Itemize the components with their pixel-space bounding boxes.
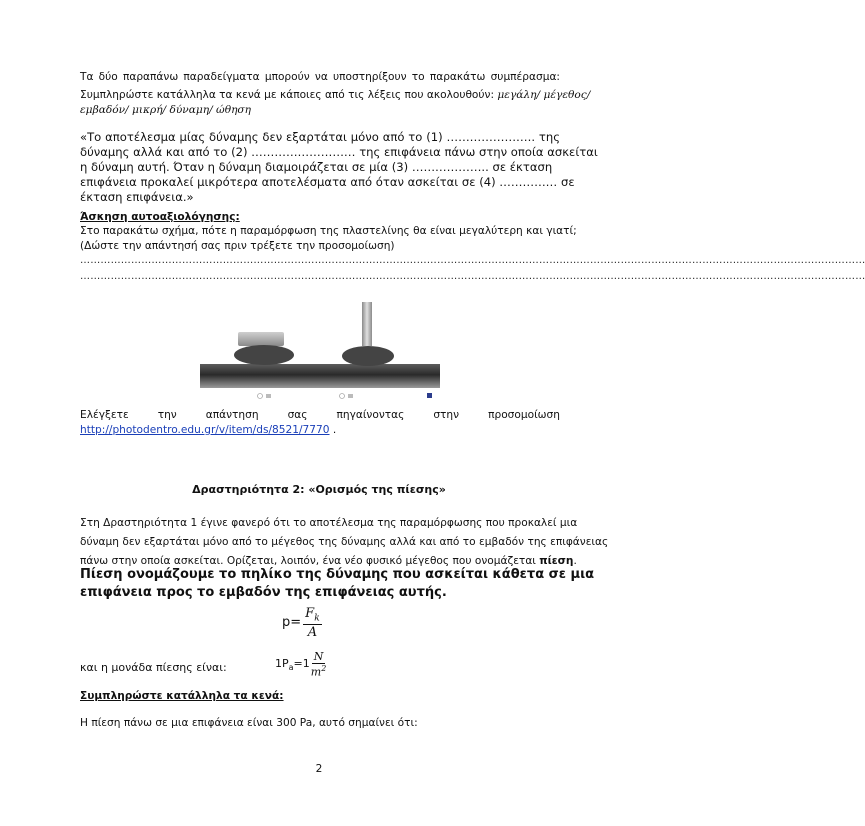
conclusion-line: επιφάνεια προκαλεί μικρότερα αποτελέσματα από όταν ασκείται σε (4) …………… σε — [80, 175, 575, 189]
radio-option-2-icon — [340, 394, 345, 399]
check-word: σας — [287, 409, 308, 421]
paragraph-line: δύναμη δεν εξαρτάται μόνο από το μέγεθος της δύναμης αλλά και από το εμβαδόν της επιφάνειας — [80, 536, 609, 548]
simulation-link[interactable]: http://photodentro.edu.gr/v/item/ds/8521/7770 — [80, 424, 330, 436]
intro-line-1: Τα δύο παραπάνω παραδείγματα μπορούν να υποστηρίξουν το παρακάτω συμπέρασμα: — [80, 71, 560, 83]
speaker-2-icon — [348, 394, 353, 398]
formula-lhs: p= — [282, 615, 302, 631]
control-button-icon — [427, 393, 432, 398]
simulation-figure — [200, 296, 440, 404]
term-pressure: πίεση — [539, 555, 574, 567]
unit-lhs: $1P_a=1$ — [275, 656, 310, 672]
narrow-stick — [362, 302, 372, 346]
word-choices-b: εμβαδόν/ μικρή/ δύναμη/ ώθηση — [80, 104, 252, 116]
formula-numerator-sub: k — [314, 613, 320, 624]
plasticine-left — [234, 345, 294, 365]
unit-label: και η μονάδα πίεσης είναι: — [80, 661, 227, 674]
conclusion-line: δύναμης αλλά και από το (2) ……………………… της επιφάνεια πάνω στην οποία ασκείται — [80, 145, 598, 159]
paragraph-line: Στη Δραστηριότητα 1 έγινε φανερό ότι το αποτέλεσμα της παραμόρφωσης που προκαλεί μια — [80, 517, 578, 529]
activity-2-title: Δραστηριότητα 2: «Ορισμός της πίεσης» — [192, 483, 446, 496]
plasticine-right — [342, 346, 394, 366]
check-word: Ελέγξετε — [80, 409, 129, 421]
unit-fraction — [311, 650, 327, 679]
pressure-formula — [282, 606, 322, 640]
conclusion-line: η δύναμη αυτή. Όταν η δύναμη διαμοιράζεται σε μία (3) ……………….. σε έκταση — [80, 160, 553, 174]
definition-line: Πίεση ονομάζουμε το πηλίκο της δύναμης που ασκείται κάθετα σε μια — [80, 567, 595, 582]
activity-2-paragraph — [80, 514, 609, 571]
answer-line-2: …………………………………………………………………………………………………………………………………………………………………………………………………………… — [80, 271, 865, 282]
check-word: πηγαίνοντας — [336, 409, 405, 421]
answer-line-1: …………………………………………………………………………………………………………………………………………………………………………………………………………… — [80, 255, 865, 266]
table-board — [200, 364, 440, 388]
conclusion-line: «Το αποτέλεσμα μίας δύναμης δεν εξαρτάται μόνο από το (1) ………………….. της — [80, 130, 560, 144]
exercise-note: (Δώστε την απάντησή σας πριν τρέξετε την προσομοίωση) — [80, 240, 395, 252]
exercise-question: Στο παρακάτω σχήμα, πότε η παραμόρφωση της πλαστελίνης θα είναι μεγαλύτερη και γιατί; — [80, 225, 577, 237]
unit-denominator: m — [310, 665, 322, 679]
fill-title: Συμπληρώστε κατάλληλα τα κενά: — [80, 690, 284, 702]
check-word: προσομοίωση — [488, 409, 560, 421]
check-word: την — [157, 409, 177, 421]
plasticine-illustration — [200, 296, 440, 404]
conclusion-line: έκταση επιφάνεια.» — [80, 190, 194, 204]
unit-denominator-sup: 2 — [321, 664, 327, 673]
exercise-title: Άσκηση αυτοαξιολόγησης: — [80, 211, 240, 223]
radio-option-1-icon — [258, 394, 263, 399]
intro-line-2 — [80, 88, 591, 103]
intro-instruction: Συμπληρώστε κατάλληλα τα κενά με κάποιες από τις λέξεις που ακολουθούν: — [80, 89, 495, 101]
link-line — [80, 423, 336, 438]
link-trailing: . — [329, 424, 337, 436]
fill-text: Η πίεση πάνω σε μια επιφάνεια είναι 300 Pa, αυτό σημαίνει ότι: — [80, 717, 418, 729]
speaker-1-icon — [266, 394, 271, 398]
paragraph-text: πάνω στην οποία ασκείται. Ορίζεται, λοιπόν, ένα νέο φυσικό μέγεθος που ονομάζεται — [80, 555, 540, 567]
unit-formula — [275, 650, 326, 679]
check-word: απάντηση — [205, 409, 259, 421]
check-line — [80, 408, 560, 423]
wide-block — [238, 332, 284, 346]
word-choices-a: μεγάλη/ μέγεθος/ — [497, 89, 591, 101]
conclusion-paragraph — [80, 130, 598, 205]
formula-denominator: A — [307, 624, 318, 640]
formula-fraction — [303, 606, 322, 640]
page-number: 2 — [315, 763, 323, 775]
definition-line: επιφάνεια προς το εμβαδόν της επιφάνειας αυτής. — [80, 585, 447, 600]
pressure-definition — [80, 566, 595, 602]
formula-numerator: F — [305, 606, 315, 621]
check-word: στην — [433, 409, 460, 421]
unit-numerator: N — [313, 650, 324, 663]
paragraph-end: . — [573, 555, 577, 567]
